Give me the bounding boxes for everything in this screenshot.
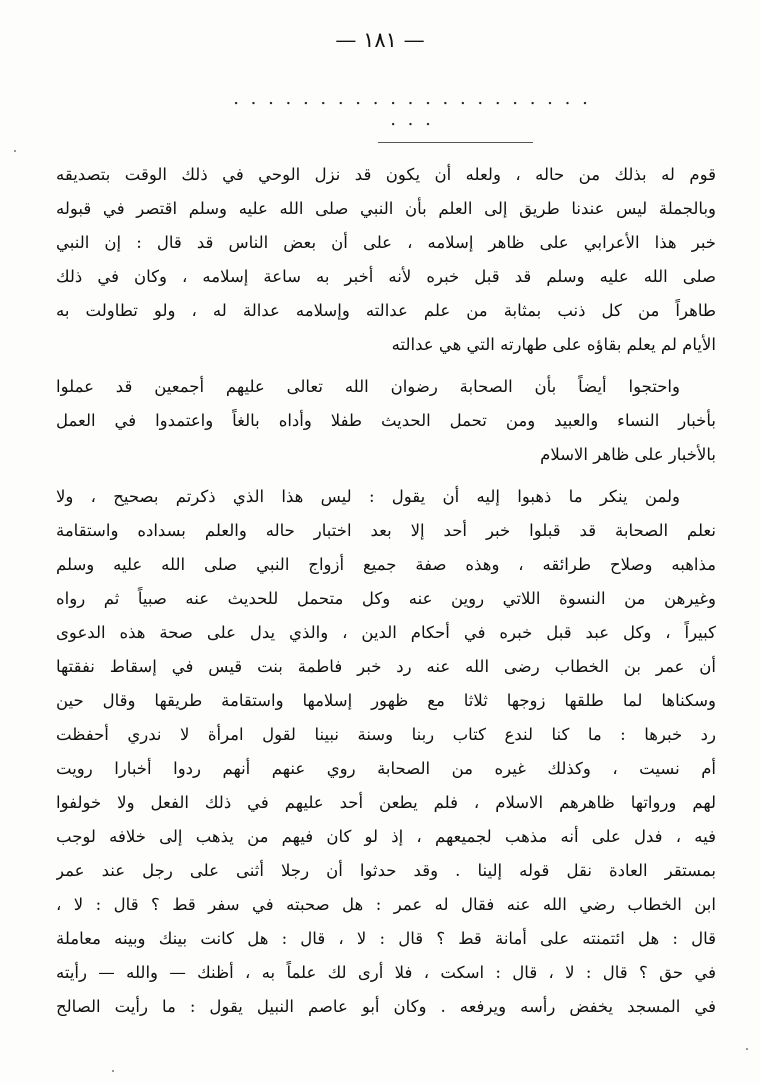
page-number: — ١٨١ —: [335, 28, 425, 52]
text-line: بالأخبار على ظاهر الاسلام: [540, 445, 716, 464]
paragraph: [56, 158, 716, 362]
paragraph: [56, 370, 716, 472]
text-line: كبيراً ، وكل عبد قبل خبره في أحكام الدين ، والذي يدل على صحة هذه الدعوى: [56, 623, 716, 642]
body-text: [56, 158, 716, 1024]
text-line: ابن الخطاب رضي الله عنه فقال له عمر : هل صحبته في سفر قط ؟ قال : لا ،: [56, 895, 716, 914]
text-line: الأيام لم يعلم بقاؤه على طهارته التي هي عدالته: [391, 335, 716, 354]
text-line: لهم ورواتها ظاهرهم الاسلام ، فلم يطعن أحد عليهم في ذلك الفعل ولا خولفوا: [56, 793, 716, 812]
text-line: في المسجد يخفض رأسه ويرفعه . وكان أبو عاصم النبيل يقول : ما رأيت الصالح: [56, 997, 716, 1016]
text-line: واحتجوا أيضاً بأن الصحابة رضوان الله تعالى عليهم أجمعين قد عملوا: [56, 377, 680, 396]
paragraph: [56, 480, 716, 1024]
text-line: خبر هذا الأعرابي على ظاهر إسلامه ، على أن بعض الناس قد قال : إن النبي: [56, 233, 716, 252]
text-line: فيه ، فدل على أنه مذهب لجميعهم ، إذ لو كان فيهم من يذهب إلى خلافه لوجب: [56, 827, 716, 846]
text-line: قال : هل ائتمنته على أمانة قط ؟ قال : لا ، قال : هل كانت بينك وبينه معاملة: [56, 929, 716, 948]
text-line: بمستقر العادة نقل قوله إلينا . وقد حدثوا أن رجلا أثنى على رجل عند عمر: [56, 861, 716, 880]
text-line: بأخبار النساء والعبيد ومن تحمل الحديث طفلا وأداه بالغاً واعتمدوا في العمل: [56, 411, 716, 430]
text-line: وغيرهن من النسوة اللاتي روين عنه وكل متحمل للحديث عنه صبياً ثم رواه: [56, 589, 716, 608]
scan-speck: [112, 1070, 114, 1072]
text-line: قوم له بذلك من حاله ، ولعله أن يكون قد نزل الوحي في ذلك الوقت بتصديقه: [56, 165, 716, 184]
scan-speck: [746, 1048, 748, 1050]
scan-speck: [14, 150, 16, 152]
text-line: في حق ؟ قال : لا ، قال : اسكت ، فلا أرى لك علماً به ، أظنك — والله — رأيته: [56, 963, 716, 982]
ornamental-dot-separator: . . . . . . . . . . . . . . . . . . . . . . . .: [233, 88, 591, 130]
text-line: وبالجملة ليس عندنا طريق إلى العلم بأن النبي صلى الله عليه وسلم اقتصر في قبوله: [56, 199, 716, 218]
text-line: نعلم الصحابة قد قبلوا خبر أحد إلا بعد اختبار حاله والعلم بسداده واستقامة: [56, 521, 716, 540]
text-line: طاهراً من كل ذنب بمثابة من علم عدالته وإسلامه عدالة له ، ولو تطاولت به: [56, 301, 716, 320]
text-line: أم نسيت ، وكذلك غيره من الصحابة روي عنهم أنهم ردوا أخبارا رويت: [56, 759, 716, 778]
text-line: رد خبرها : ما كنا لندع كتاب ربنا وسنة نبينا لقول امرأة لا ندري أحفظت: [56, 725, 716, 744]
text-line: ولمن ينكر ما ذهبوا إليه أن يقول : ليس هذا الذي ذكرتم بصحيح ، ولا: [56, 487, 680, 506]
text-line: وسكناها لما طلقها زوجها ثلاثا مع ظهور إسلامها واستقامة طريقها وقال حين: [56, 691, 716, 710]
text-line: أن عمر بن الخطاب رضى الله عنه رد خبر فاطمة بنت قيس في إسقاط نفقتها: [56, 657, 716, 676]
horizontal-rule: [378, 142, 533, 143]
text-line: صلى الله عليه وسلم قد قبل خبره لأنه أخبر به ساعة إسلامه ، وكان في ذلك: [56, 267, 716, 286]
text-line: مذاهبه وصلاح طرائقه ، وهذه صفة جميع أزواج النبي صلى الله عليه وسلم: [56, 555, 716, 574]
